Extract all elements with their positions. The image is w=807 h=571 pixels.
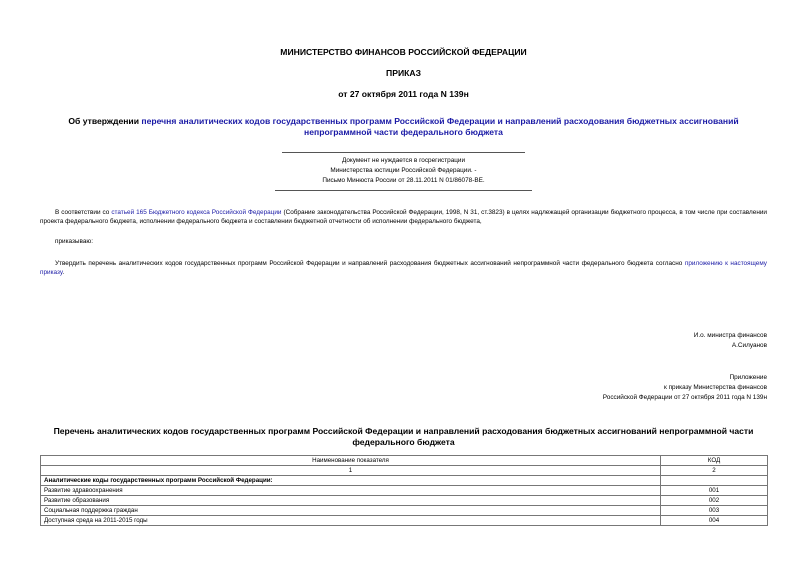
table-row	[41, 486, 768, 496]
order-title-prefix: Об утверждении	[68, 116, 142, 126]
registration-note-line2: Министерства юстиции Российской Федерации. -	[330, 167, 477, 174]
divider-top	[282, 152, 525, 153]
ministry-heading: МИНИСТЕРСТВО ФИНАНСОВ РОССИЙСКОЙ ФЕДЕРАЦИИ	[280, 47, 527, 57]
resolution-text-pre: Утвердить перечень аналитических кодов государственных программ Российской Федерации и направлений расходования бюджетных ассигнований непрограммной части федерального бюджета согласно	[55, 260, 685, 267]
column-number-name: 1	[41, 466, 661, 476]
codes-table	[40, 455, 768, 526]
column-header-code: КОД	[661, 456, 768, 466]
registration-note-line1: Документ не нуждается в госрегистрации	[341, 157, 466, 164]
table-number-row	[41, 466, 768, 476]
budget-code-link[interactable]: статьей 165 Бюджетного кодекса Российской Федерации	[111, 209, 282, 216]
appendix-note-line1: Приложение	[729, 374, 767, 381]
preamble-paragraph	[40, 208, 767, 227]
doc-type-heading: ПРИКАЗ	[386, 68, 421, 78]
row-name: Социальная поддержка граждан	[41, 506, 661, 516]
column-header-name: Наименование показателя	[41, 456, 661, 466]
section-label: Аналитические коды государственных программ Российской Федерации:	[41, 476, 661, 486]
section-code-empty	[661, 476, 768, 486]
resolution-paragraph	[40, 259, 767, 278]
column-number-code: 2	[661, 466, 768, 476]
row-name: Развитие здравоохранения	[41, 486, 661, 496]
table-section-row	[41, 476, 768, 486]
divider-bottom	[275, 190, 532, 191]
table-row	[41, 496, 768, 506]
row-code: 001	[661, 486, 768, 496]
table-row	[41, 506, 768, 516]
order-title-link[interactable]: перечня аналитических кодов государственных программ Российской Федерации и направлений расходования бюджетных ассигнований непрограммной части федерального бюджета	[141, 116, 739, 137]
registration-note-line3: Письмо Минюста России от 28.11.2011 N 01/86078-ВЕ.	[322, 177, 485, 184]
table-row	[41, 516, 768, 526]
preamble-text-post: (Собрание законодательства Российской Федерации, 1998, N 31, ст.3823) в целях надлежащей организации бюджетного процесса, в том числе при составлении проекта федерального бюджета, исполнении федерального бюджета и составлении бюджетной отчетности об исполнении федерального бюджета,	[40, 209, 767, 226]
row-code: 004	[661, 516, 768, 526]
signature-name: А.Силуанов	[731, 342, 767, 349]
table-header-row	[41, 456, 768, 466]
appendix-note-line2: к приказу Министерства финансов	[664, 384, 767, 391]
resolution-text-post: .	[62, 269, 65, 277]
signature-position: И.о. министра финансов	[693, 332, 767, 339]
row-name: Доступная среда на 2011-2015 годы	[41, 516, 661, 526]
date-number-heading: от 27 октября 2011 года N 139н	[338, 89, 469, 99]
appendix-note-line3: Российской Федерации от 27 октября 2011 года N 139н	[602, 394, 767, 401]
order-title	[55, 116, 752, 138]
order-word: приказываю:	[55, 238, 93, 245]
row-name: Развитие образования	[41, 496, 661, 506]
preamble-text-pre: В соответствии со	[55, 209, 112, 216]
appendix-link[interactable]: приложению к настоящему приказу	[40, 260, 767, 277]
row-code: 003	[661, 506, 768, 516]
appendix-title: Перечень аналитических кодов государственных программ Российской Федерации и направлений расходования бюджетных ассигнований непрограммной части федерального бюджета	[53, 426, 754, 447]
row-code: 002	[661, 496, 768, 506]
